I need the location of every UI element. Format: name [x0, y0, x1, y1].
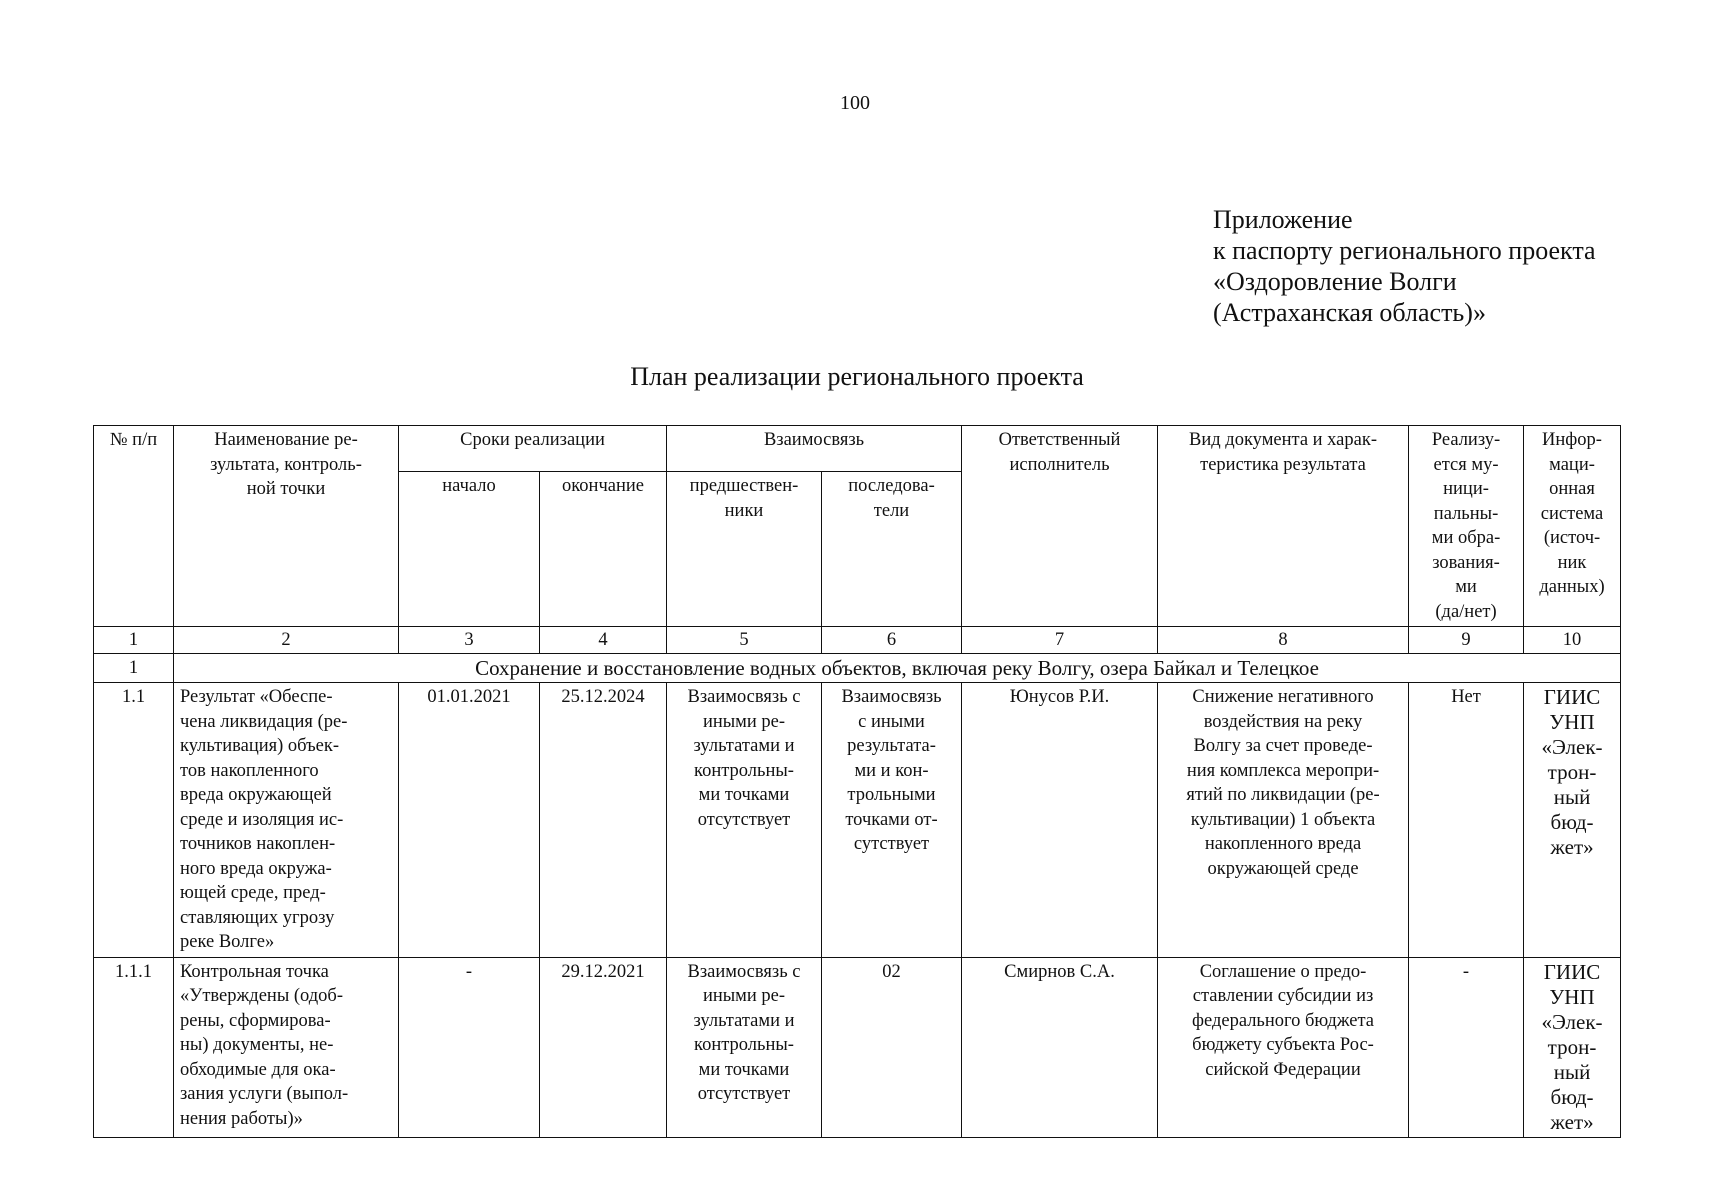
header-responsible: Ответственный исполнитель [962, 426, 1158, 627]
table-row [94, 683, 1621, 958]
plan-title [0, 362, 1710, 392]
column-number: 8 [1158, 627, 1409, 654]
row-responsible: Смирнов С.А. [962, 957, 1158, 1137]
row-doc-type: Соглашение о предо- ставлении субсидии из федерального бюджета бюджету субъекта Рос- сийской Федерации [1158, 957, 1409, 1137]
column-number: 3 [399, 627, 540, 654]
header-start: начало [399, 472, 540, 627]
table-row [94, 957, 1621, 1137]
column-number: 9 [1409, 627, 1524, 654]
column-number: 1 [94, 627, 174, 654]
row-end: 29.12.2021 [540, 957, 667, 1137]
row-num: 1.1 [94, 683, 174, 958]
row-municipal: Нет [1409, 683, 1524, 958]
section-title: Сохранение и восстановление водных объектов, включая реку Волгу, озера Байкал и Телецкое [174, 654, 1621, 683]
column-number: 4 [540, 627, 667, 654]
row-info-system: ГИИС УНП «Элек- трон- ный бюд- жет» [1524, 957, 1621, 1137]
header-doc-type: Вид документа и харак- теристика результата [1158, 426, 1409, 627]
header-relation: Взаимосвязь [667, 426, 962, 472]
header-end: окончание [540, 472, 667, 627]
appendix-line: (Астраханская область)» [1213, 298, 1486, 327]
column-number: 6 [822, 627, 962, 654]
header-name: Наименование ре- зультата, контроль- ной точки [174, 426, 399, 627]
appendix-line: Приложение [1213, 205, 1353, 234]
row-name: Результат «Обеспе- чена ликвидация (ре- культивация) объек- тов накопленного вреда окружающей среде и изоляция ис- точников накоплен- ного вреда окружа- ющей среде, пред- ставляющих угрозу реке Волге» [174, 683, 399, 958]
row-municipal: - [1409, 957, 1524, 1137]
column-number-row [94, 627, 1621, 654]
column-number: 7 [962, 627, 1158, 654]
row-name: Контрольная точка «Утверждены (одоб- рены, сформирова- ны) документы, не- обходимые для ока- зания услуги (выпол- нения работы)» [174, 957, 399, 1137]
header-info-system: Инфор- маци- онная система (источ- ник данных) [1524, 426, 1621, 627]
column-number: 5 [667, 627, 822, 654]
plan-table [93, 425, 1621, 1138]
column-number: 10 [1524, 627, 1621, 654]
section-row [94, 654, 1621, 683]
header-successors: последова- тели [822, 472, 962, 627]
header-predecessors: предшествен- ники [667, 472, 822, 627]
row-responsible: Юнусов Р.И. [962, 683, 1158, 958]
row-start: 01.01.2021 [399, 683, 540, 958]
row-successors: 02 [822, 957, 962, 1137]
row-end: 25.12.2024 [540, 683, 667, 958]
header-municipal: Реализу- ется му- ници- пальны- ми обра- зования- ми (да/нет) [1409, 426, 1524, 627]
column-number: 2 [174, 627, 399, 654]
header-row-1 [94, 426, 1621, 472]
header-num: № п/п [94, 426, 174, 627]
header-terms: Сроки реализации [399, 426, 667, 472]
row-predecessors: Взаимосвязь с иными ре- зультатами и контрольны- ми точками отсутствует [667, 683, 822, 958]
appendix-line: «Оздоровление Волги [1213, 267, 1457, 296]
row-successors: Взаимосвязь с иными результата- ми и кон- трольными точками от- сутствует [822, 683, 962, 958]
row-doc-type: Снижение негативного воздействия на реку Волгу за счет проведе- ния комплекса меропри- ятий по ликвидации (ре- культивации) 1 объекта накопленного вреда окружающей среде [1158, 683, 1409, 958]
row-predecessors: Взаимосвязь с иными ре- зультатами и контрольны- ми точками отсутствует [667, 957, 822, 1137]
appendix-note [1213, 204, 1596, 328]
plan-title-text: План реализации регионального проекта [630, 362, 1084, 391]
row-info-system: ГИИС УНП «Элек- трон- ный бюд- жет» [1524, 683, 1621, 958]
appendix-line: к паспорту регионального проекта [1213, 236, 1596, 265]
page-number: 100 [840, 92, 870, 114]
row-start: - [399, 957, 540, 1137]
section-num: 1 [94, 654, 174, 683]
row-num: 1.1.1 [94, 957, 174, 1137]
